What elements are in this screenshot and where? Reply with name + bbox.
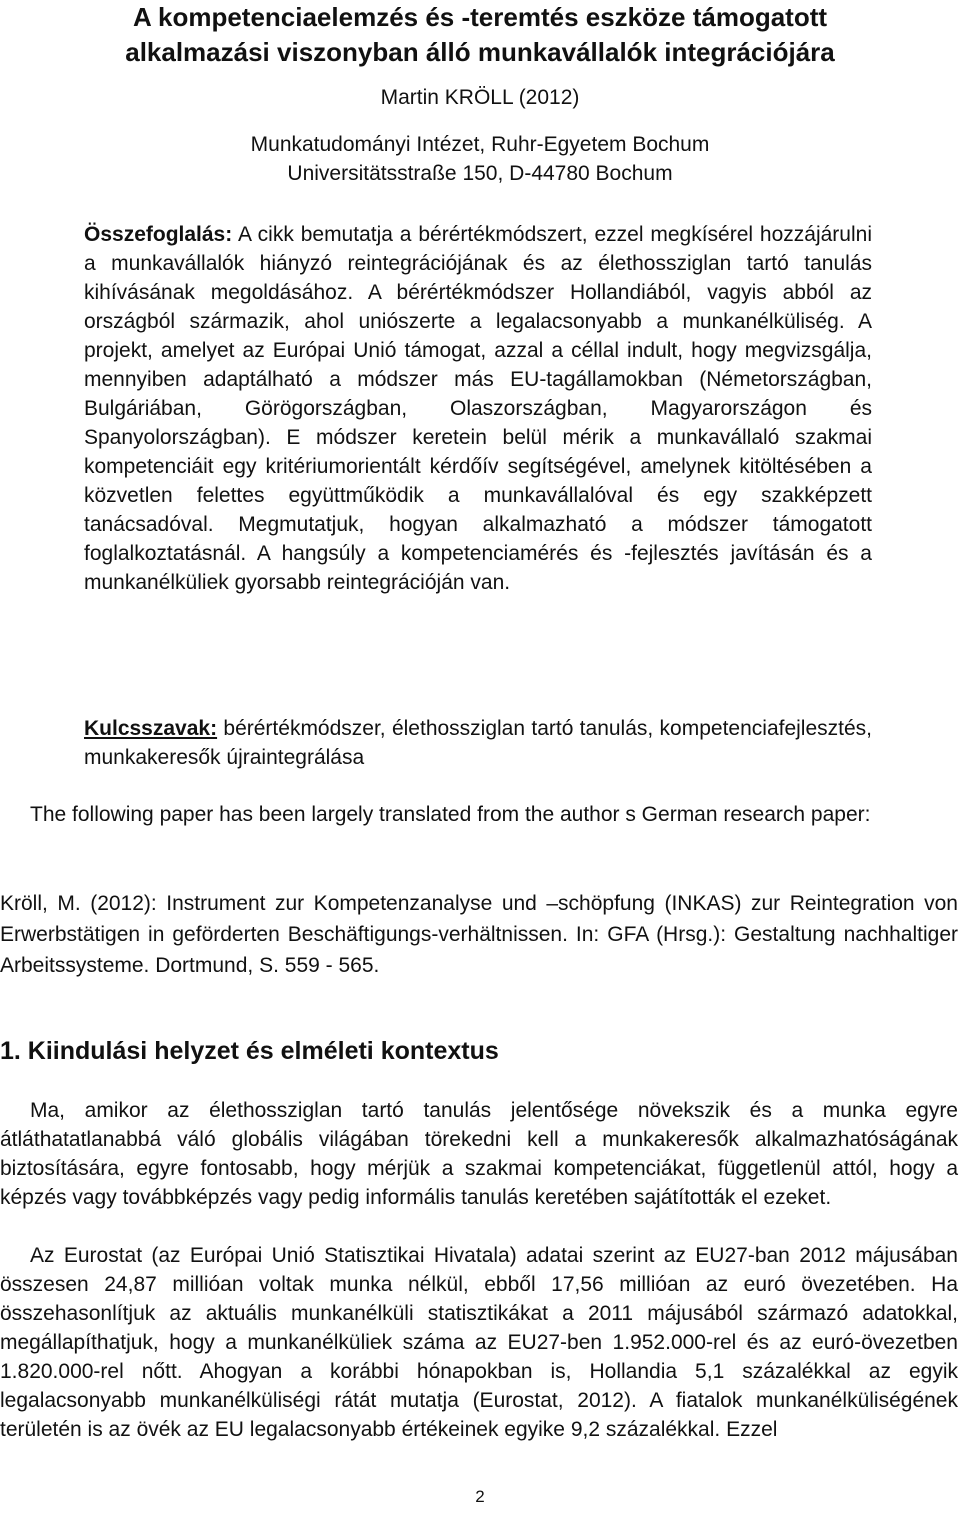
abstract-text: A cikk bemutatja a bérértékmódszert, ezzel megkísérel hozzájárulni a munkavállalók hiányzó reintegrációjának és az élethossziglan tartó tanulás kihívásának megoldásához. A bérértékmódszer Hollandiából, vagyis abból az országból származik, ahol uniószerte a legalacsonyabb a munkanélküliség. A projekt, amelyet az Európai Unió támogat, azzal a céllal indult, hogy megvizsgálja, mennyiben adaptálható a módszer más EU-tagállamokban (Németországban, Bulgáriában, Görögországban, Olaszországban, Magyarországon és Spanyolországban). E módszer keretein belül mérik a munkavállaló szakmai kompetenciáit egy kritériumorientált kérdőív segítségével, amelynek kitöltésében a közvetlen felettes együttműködik a munkavállalóval és egy szakképzett tanácsadóval. Megmutatjuk, hogyan alkalmazható a módszer támogatott foglalkoztatásnál. A hangsúly a kompetenciamérés és -fejlesztés javításán és a munkanélküliek gyorsabb reintegrációján van. <box>84 223 872 594</box>
translation-note: The following paper has been largely translated from the author s German research paper: <box>30 803 871 826</box>
affiliation-institute: Munkatudományi Intézet, Ruhr-Egyetem Bochum <box>250 133 710 156</box>
affiliation-address: Universitätsstraße 150, D-44780 Bochum <box>287 162 673 185</box>
paper-title-line-2: alkalmazási viszonyban álló munkavállalók integrációjára <box>125 37 835 67</box>
keywords-text: bérértékmódszer, élethossziglan tartó tanulás, kompetenciafejlesztés, munkakeresők újraintegrálása <box>84 717 872 769</box>
page-number: 2 <box>475 1487 485 1506</box>
author-line: Martin KRÖLL (2012) <box>380 86 580 109</box>
paper-title-line-1: A kompetenciaelemzés és -teremtés eszköze támogatott <box>132 2 828 32</box>
abstract-label: Összefoglalás: <box>84 223 233 246</box>
keywords-label: Kulcsszavak: <box>84 717 218 740</box>
affiliation <box>0 130 960 188</box>
reference-citation: Kröll, M. (2012): Instrument zur Kompetenzanalyse und –schöpfung (INKAS) zur Reintegration von Erwerbstätigen in geförderten Beschäftigungs-verhältnissen. In: GFA (Hrsg.): Gestaltung nachhaltiger Arbeitssysteme. Dortmund, S. 559 - 565. <box>0 892 958 977</box>
body-paragraph-2: Az Eurostat (az Európai Unió Statisztikai Hivatala) adatai szerint az EU27-ban 2012 májusában összesen 24,87 millióan voltak munka nélkül, ebből 17,56 millióan az euró övezetében. Ha összehasonlítjuk az aktuális munkanélküli statisztikákat a 2011 májusából származó adatokkal, megállapíthatjuk, hogy a munkanélküliek száma az EU27-ben 1.952.000-rel és az euró-övezetben 1.820.000-rel nőtt. Ahogyan a korábbi hónapokban is, Hollandia 5,1 százalékkal az egyik legalacsonyabb munkanélküliségi rátát mutatja (Eurostat, 2012). A fiatalok munkanélküliségének területén is az övék az EU legalacsonyabb értékeinek egyike 9,2 százalékkal. Ezzel <box>0 1244 958 1441</box>
body-paragraph-1: Ma, amikor az élethossziglan tartó tanulás jelentősége növekszik és a munka egyre átláthatatlanabbá váló globális világában törekedni kell a munkakeresők alkalmazhatóságának biztosítására, egyre fontosabb, hogy mérjük a szakmai kompetenciákat, függetlenül attól, hogy a képzés vagy továbbképzés vagy pedig informális tanulás keretében sajátították el ezeket. <box>0 1099 958 1209</box>
section-heading: 1. Kiindulási helyzet és elméleti kontextus <box>0 1037 499 1065</box>
keywords <box>84 714 872 772</box>
abstract <box>84 220 872 597</box>
paper-title <box>0 0 960 70</box>
